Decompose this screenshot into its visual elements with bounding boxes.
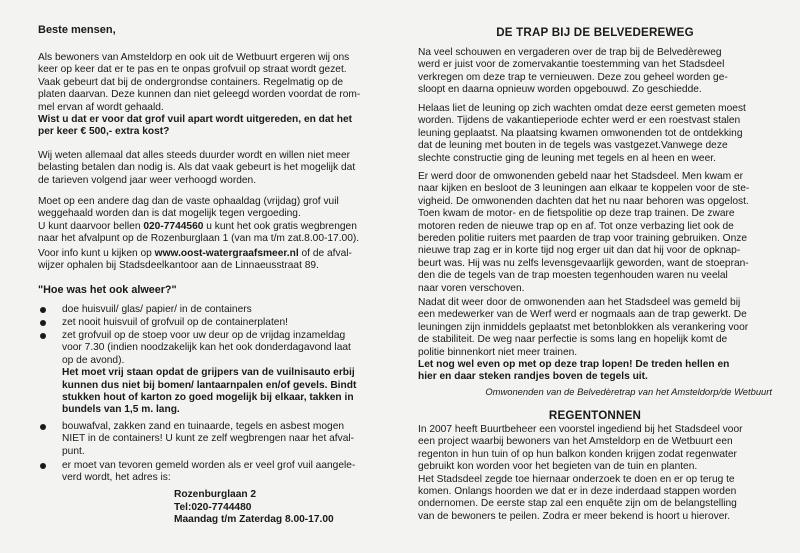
bullet-icon bbox=[40, 333, 46, 339]
text-line: verd wordt, het adres is: bbox=[62, 472, 171, 484]
text-line: naar voren verschoven. bbox=[418, 282, 525, 294]
text-line: van de bewoners te peilen. Zodra er meer bekend is hoort u hierover. bbox=[418, 510, 731, 522]
info-pre: Voor info kunt u kijken op bbox=[38, 248, 155, 259]
bullet-icon bbox=[40, 320, 46, 326]
article-title-regentonnen: REGENTONNEN bbox=[548, 409, 642, 422]
text-line: een medewerker van de Werf werd er nogmaals aan de trap gewerkt. De bbox=[418, 309, 747, 321]
text-line: Moet op een andere dag dan de vaste ophaaldag (vrijdag) grof vuil bbox=[38, 196, 339, 207]
phone-pre: U kunt daarvoor bellen bbox=[38, 220, 144, 232]
text-line: bereden politie ruiters met paarden de trap voor training gebruiken. Onze bbox=[418, 233, 748, 245]
info-url: www.oost-watergraafsmeer.nl bbox=[154, 248, 299, 259]
text-line: Als bewoners van Amsteldorp en ook uit de Wetbuurt ergeren wij ons bbox=[38, 52, 350, 63]
text-line: doe huisvuil/ glas/ papier/ in de containers bbox=[62, 304, 252, 315]
text-line: worden. Tijdens de vakantieperiode echter werd er een roestvast stalen bbox=[418, 115, 741, 127]
text-line: komen. Onlangs hoorden we dat er in deze inderdaad stappen worden bbox=[418, 486, 737, 498]
text-line: keer op keer dat er te pas en te onpas grofvuil op straat wordt gezet. bbox=[38, 64, 347, 76]
text-line: voor 7.30 (indien noodzakelijk kan het ook donderdagavond laat bbox=[62, 342, 351, 354]
signature: Omwonenden van de Belvedèretrap van het Amsteldorp/de Wetbuurt bbox=[485, 386, 772, 397]
text-line: Wij weten allemaal dat alles steeds duurder wordt en willen niet meer bbox=[38, 150, 351, 161]
text-line: naar kijken en besloot de 3 leuningen aan elkaar te koppelen voor de ste- bbox=[418, 183, 750, 195]
text-line: leuningen zijn inmiddels geplaatst met betonblokken als verankering voor bbox=[418, 321, 749, 333]
bullet-icon bbox=[40, 463, 46, 469]
text-line: bouwafval, zakken zand en tuinaarde, tegels en asbest mogen bbox=[62, 421, 345, 432]
text-line: punt. bbox=[62, 445, 85, 457]
phone-number: 020-7744560 bbox=[143, 220, 204, 232]
text-line: slechte constructie ging de leuning met tegels en al heen en weer. bbox=[418, 152, 716, 164]
question-heading: "Hoe was het ook alweer?" bbox=[38, 284, 177, 296]
text-line: sloopt en daarna opnieuw worden opgebouwd. Zo geschiedde. bbox=[418, 84, 702, 96]
paragraph-werf bbox=[418, 297, 772, 384]
text-line-bold: stukken hout of karton zo goed mogelijk bij elkaar, takken in bbox=[62, 392, 354, 404]
text-line: Het Stadsdeel zegde toe hiernaar onderzoek te doen en er op terug te bbox=[418, 473, 735, 485]
text-line: In 2007 heeft Buurtbeheer een voorstel ingediend bij het Stadsdeel voor bbox=[418, 424, 743, 435]
paragraph-belasting bbox=[38, 150, 376, 187]
text-line: platen daarvan. Deze kunnen dan niet geleegd worden voordat de rom- bbox=[38, 89, 361, 101]
address-hours: Maandag t/m Zaterdag 8.00-17.00 bbox=[174, 514, 334, 526]
text-line: Er werd door de omwonenden gebeld naar het Stadsdeel. Men kwam er bbox=[418, 171, 744, 182]
text-line: den die de tegels van de trap moesten tegenhouden waren nu veelal bbox=[418, 270, 728, 282]
paragraph-info bbox=[38, 248, 376, 273]
text-line: zet nooit huisvuil of grofvuil op de containerplaten! bbox=[62, 317, 288, 328]
address-block bbox=[174, 489, 334, 527]
text-line: er moet van tevoren gemeld worden als er veel grof vuil aangele- bbox=[62, 460, 356, 471]
text-line: vigheid. De omwonenden dachten dat het nu naar behoren was opgelost. bbox=[418, 195, 749, 207]
text-line: nieuwe trap zag er in korte tijd nog erger uit dan dat hij voor de opknap- bbox=[418, 245, 741, 257]
text-line: politie binnenkort niet meer trainen. bbox=[418, 346, 578, 358]
text-line-bold: kunnen dus niet bij bomen/ lantaarnpalen en/of gevels. Bindt bbox=[62, 379, 357, 391]
text-line: regenton in hun tuin of op hun balkon konden krijgen zodat regenwater bbox=[418, 448, 737, 460]
paragraph-grofvuil-intro bbox=[38, 52, 376, 139]
phone-post: u kunt het ook gratis wegbrengen bbox=[203, 220, 357, 232]
text-line: Toen kwam de motor- en de fietspolitie op deze trap trainen. De zware bbox=[418, 208, 735, 220]
text-line: naar het afvalpunt op de Rozenburglaan 1 (van ma t/m zat.8.00-17.00). bbox=[38, 233, 360, 245]
text-line: op de avond). bbox=[62, 354, 125, 366]
text-line: Na veel schouwen en vergaderen over de trap bij de Belvedèreweg bbox=[418, 47, 722, 58]
bullet-icon bbox=[40, 307, 46, 313]
text-line-bold: per keer € 500,- extra kost? bbox=[38, 126, 170, 138]
text-line: dat de leuning met bouten in de tegels was vastgezet.Vanwege deze bbox=[418, 140, 728, 152]
text-line: de tarieven volgend jaar weer verhoogd worden. bbox=[38, 174, 257, 186]
text-line: beurt was. Hij was nu zelfs levensgevaarlijk geworden, want de stoepran- bbox=[418, 257, 749, 269]
text-line: mel ervan af wordt gehaald. bbox=[38, 101, 164, 113]
text-line: wijzer ophalen bij Stadsdeelkantoor aan de Linnaeusstraat 89. bbox=[38, 260, 319, 272]
text-line: Nadat dit weer door de omwonenden aan het Stadsdeel was gemeld bij bbox=[418, 297, 741, 308]
text-line: een project waarbij bewoners van het Amsteldorp en de Wetbuurt een bbox=[418, 436, 733, 448]
text-line-bold: Wist u dat er voor dat grof vuil apart wordt uitgereden, en dat het bbox=[38, 114, 353, 126]
text-line: de stabiliteit. De weg naar perfectie is soms lang en hopelijk komt de bbox=[418, 334, 728, 346]
text-line: werd er juist voor de zomervakantie toestemming van het Stadsdeel bbox=[418, 59, 725, 71]
text-line: weggehaald worden dan is dat mogelijk tegen vergoeding. bbox=[38, 208, 301, 220]
bullet-icon bbox=[40, 424, 46, 430]
text-line-url bbox=[38, 248, 376, 260]
text-line-bold: Het moet vrij staan opdat de grijpers van de vuilnisauto erbij bbox=[62, 367, 355, 379]
text-line: motoren reden de nieuwe trap op en af. Tot onze verbazing liet ook de bbox=[418, 220, 734, 232]
info-post: of de afval- bbox=[298, 248, 352, 259]
text-line-bold: hier en daar steken randjes boven de tegels uit. bbox=[418, 371, 648, 383]
text-line: verkregen om deze trap te vernieuwen. Deze zou geheel worden ge- bbox=[418, 71, 728, 83]
text-line: zet grofvuil op de stoep voor uw deur op de vrijdag inzameldag bbox=[62, 330, 346, 341]
address-street: Rozenburglaan 2 bbox=[174, 489, 257, 500]
paragraph-regentonnen bbox=[418, 424, 772, 523]
text-line-bold: bundels van 1,5 m. lang. bbox=[62, 404, 180, 416]
text-line: ondernomen. De eerste stap zal een enquête zijn om de belangstelling bbox=[418, 498, 737, 510]
article-title-trap: DE TRAP BIJ DE BELVEDEREWEG bbox=[496, 26, 694, 39]
text-line: leuning geplaatst. Na plaatsing kwamen omwonenden tot de ontdekking bbox=[418, 127, 743, 139]
text-line: Helaas liet de leuning op zich wachten omdat deze eerst gemeten moest bbox=[418, 103, 746, 114]
paragraph-trap-intro bbox=[418, 47, 772, 97]
paragraph-politie bbox=[418, 171, 772, 295]
paragraph-leuning bbox=[418, 103, 772, 165]
text-line: belasting betalen dan nodig is. Als dat vaak gebeurt is het mogelijk dat bbox=[38, 162, 356, 174]
text-line: gebruikt kon worden voor het begieten van de tuin en planten. bbox=[418, 461, 698, 473]
text-line: Vaak gebeurt dat bij de ondergrondse containers. Regelmatig op de bbox=[38, 76, 344, 88]
text-line: NIET in de containers! U kunt ze zelf wegbrengen naar het afval- bbox=[62, 433, 355, 445]
text-line-phone bbox=[38, 221, 376, 233]
text-line-bold: Let nog wel even op met op deze trap lopen! De treden hellen en bbox=[418, 359, 730, 371]
greeting: Beste mensen, bbox=[38, 24, 116, 36]
paragraph-ophaaldag bbox=[38, 196, 376, 246]
address-phone: Tel:020-7744480 bbox=[174, 501, 252, 513]
